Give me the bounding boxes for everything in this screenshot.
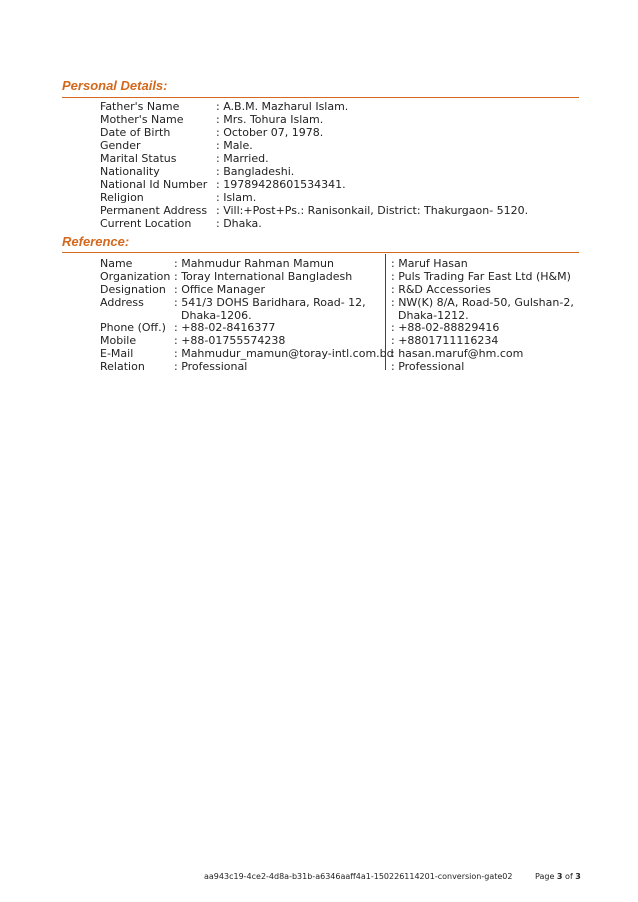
reference-1-value: : +88-01755574238: [174, 334, 286, 347]
reference-label: Address: [100, 296, 144, 309]
personal-details-heading: Personal Details:: [62, 78, 168, 93]
personal-details-rule: [62, 97, 579, 98]
reference-1-address-line-1: : 541/3 DOHS Baridhara, Road- 12,: [174, 296, 366, 309]
field-value: : Vill:+Post+Ps.: Ranisonkail, District: Thakurgaon- 5120.: [216, 204, 529, 217]
page-current: 3: [556, 872, 563, 881]
field-value: : October 07, 1978.: [216, 126, 324, 139]
reference-2-value: : +8801711116234: [391, 334, 499, 347]
field-label: Permanent Address: [100, 204, 208, 217]
field-value: : Married.: [216, 152, 269, 165]
document-id: aa943c19-4ce2-4d8a-b31b-a6346aaff4a1-150226114201-conversion-gate02: [204, 872, 513, 881]
reference-2-value: : +88-02-88829416: [391, 321, 500, 334]
reference-label: Phone (Off.): [100, 321, 166, 334]
reference-label: Organization: [100, 270, 171, 283]
reference-2-value: : R&D Accessories: [391, 283, 491, 296]
field-value: : A.B.M. Mazharul Islam.: [216, 100, 349, 113]
reference-1-email-link[interactable]: : Mahmudur_mamun@toray-intl.com.bd: [174, 347, 394, 360]
field-value: : Dhaka.: [216, 217, 262, 230]
reference-2-address-line-2: Dhaka-1212.: [398, 309, 469, 322]
field-label: Mother's Name: [100, 113, 184, 126]
reference-label: Mobile: [100, 334, 137, 347]
field-value: : Bangladeshi.: [216, 165, 295, 178]
field-label: Gender: [100, 139, 141, 152]
page-total: 3: [575, 872, 581, 881]
page-number: [535, 872, 581, 881]
reference-1-value: [174, 296, 366, 322]
page-prefix: Page: [535, 872, 557, 881]
field-value: : 19789428601534341.: [216, 178, 346, 191]
field-label: Current Location: [100, 217, 192, 230]
reference-1-value: : Professional: [174, 360, 248, 373]
field-label: Marital Status: [100, 152, 177, 165]
field-label: Father's Name: [100, 100, 180, 113]
reference-label: Name: [100, 257, 133, 270]
field-label: Nationality: [100, 165, 160, 178]
reference-2-value: : Puls Trading Far East Ltd (H&M): [391, 270, 571, 283]
reference-1-value: : +88-02-8416377: [174, 321, 276, 334]
reference-2-email-link[interactable]: : hasan.maruf@hm.com: [391, 347, 524, 360]
reference-2-value: : Maruf Hasan: [391, 257, 468, 270]
reference-label: Relation: [100, 360, 145, 373]
reference-label: E-Mail: [100, 347, 134, 360]
reference-2-value: [391, 296, 574, 322]
reference-1-value: : Office Manager: [174, 283, 266, 296]
reference-1-address-line-2: Dhaka-1206.: [181, 309, 252, 322]
field-label: Date of Birth: [100, 126, 171, 139]
page-separator: of: [562, 872, 576, 881]
reference-2-address-line-1: : NW(K) 8/A, Road-50, Gulshan-2,: [391, 296, 574, 309]
field-label: Religion: [100, 191, 144, 204]
field-value: : Male.: [216, 139, 253, 152]
reference-1-value: : Mahmudur Rahman Mamun: [174, 257, 334, 270]
reference-label: Designation: [100, 283, 166, 296]
field-value: : Islam.: [216, 191, 257, 204]
reference-2-value: : Professional: [391, 360, 465, 373]
field-value: : Mrs. Tohura Islam.: [216, 113, 324, 126]
reference-heading: Reference:: [62, 234, 130, 249]
field-label: National Id Number: [100, 178, 208, 191]
reference-1-value: : Toray International Bangladesh: [174, 270, 353, 283]
reference-rule: [62, 252, 579, 253]
